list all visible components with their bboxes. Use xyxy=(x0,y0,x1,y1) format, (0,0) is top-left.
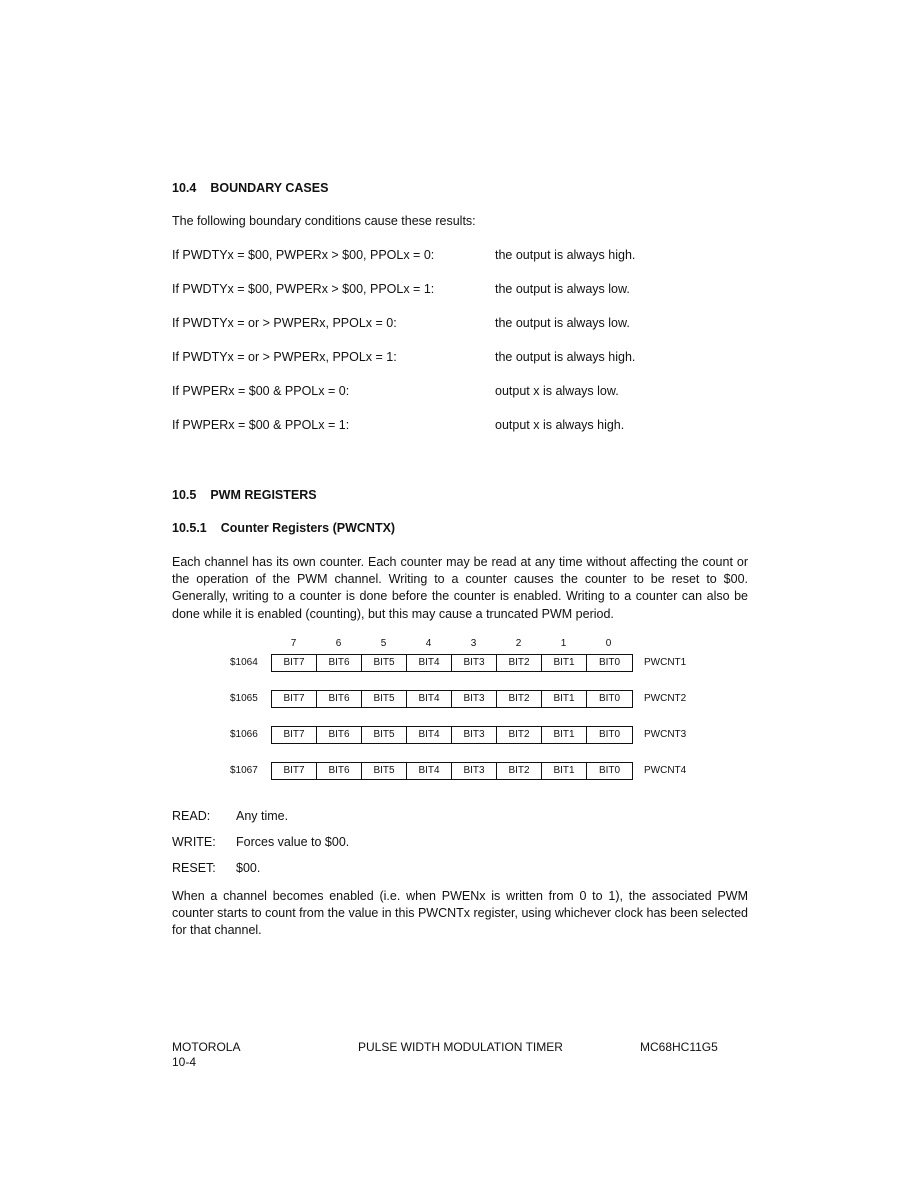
bit-cell: BIT3 xyxy=(452,727,497,743)
bit-cell: BIT5 xyxy=(362,727,407,743)
bit-cell: BIT2 xyxy=(497,727,542,743)
bit-cell: BIT7 xyxy=(272,727,317,743)
condition-result: the output is always high. xyxy=(495,350,636,364)
register-name: PWCNT1 xyxy=(644,657,687,668)
section-number: 10.5 xyxy=(172,488,197,502)
bit-number: 6 xyxy=(335,638,342,649)
footer-left: MOTOROLA xyxy=(172,1040,241,1054)
condition-result: the output is always high. xyxy=(495,248,636,262)
bit-number: 2 xyxy=(515,638,522,649)
bit-cell: BIT0 xyxy=(598,657,621,668)
bit-cell: BIT0 xyxy=(598,693,621,704)
bit-cell: BIT6 xyxy=(317,691,362,707)
condition-text: If PWPERx = $00 & PPOLx = 0: xyxy=(172,384,350,398)
condition-result: the output is always low. xyxy=(495,282,630,296)
section-number: 10.4 xyxy=(172,181,197,195)
condition-result: the output is always low. xyxy=(495,316,630,330)
bit-cell: BIT1 xyxy=(542,727,587,743)
bit-cell: BIT7 xyxy=(272,763,317,779)
bit-number: 7 xyxy=(290,638,297,649)
register-name: PWCNT2 xyxy=(644,693,687,704)
bit-cell: BIT4 xyxy=(407,763,452,779)
access-value-write: Forces value to $00. xyxy=(236,835,350,849)
bit-cell: BIT1 xyxy=(542,763,587,779)
register-name: PWCNT4 xyxy=(644,765,687,776)
section-number: 10.5.1 xyxy=(172,521,207,535)
condition-text: If PWDTYx = $00, PWPERx > $00, PPOLx = 0: xyxy=(172,248,435,262)
bit-number: 1 xyxy=(560,638,567,649)
bit-cell: BIT3 xyxy=(452,655,497,671)
register-name: PWCNT3 xyxy=(644,729,687,740)
bit-cell: BIT7 xyxy=(272,691,317,707)
bit-cell: BIT1 xyxy=(542,655,587,671)
bit-cell: BIT5 xyxy=(362,763,407,779)
register-bits xyxy=(271,690,633,708)
bit-cell: BIT4 xyxy=(407,727,452,743)
register-bits xyxy=(271,762,633,780)
section-title: Counter Registers (PWCNTX) xyxy=(220,521,396,535)
bit-cell: BIT4 xyxy=(407,655,452,671)
condition-text: If PWDTYx = or > PWPERx, PPOLx = 1: xyxy=(172,350,397,364)
bit-cell: BIT6 xyxy=(317,655,362,671)
footer-center: PULSE WIDTH MODULATION TIMER xyxy=(358,1040,563,1054)
footer-right: MC68HC11G5 xyxy=(640,1040,718,1054)
bit-cell: BIT3 xyxy=(452,763,497,779)
bit-number: 3 xyxy=(470,638,477,649)
section-10-5-heading xyxy=(172,488,317,502)
register-address: $1066 xyxy=(230,729,258,740)
section-title: PWM REGISTERS xyxy=(210,488,317,502)
access-value-read: Any time. xyxy=(236,809,289,823)
bit-number: 5 xyxy=(380,638,387,649)
register-address: $1067 xyxy=(230,765,258,776)
footer-page-number: 10-4 xyxy=(172,1055,197,1069)
bit-number-header xyxy=(271,638,632,652)
condition-result: output x is always high. xyxy=(495,418,625,432)
bit-cell: BIT6 xyxy=(317,727,362,743)
boundary-intro: The following boundary conditions cause these results: xyxy=(172,214,476,228)
register-bits xyxy=(271,726,633,744)
bit-cell: BIT1 xyxy=(542,691,587,707)
bit-number: 4 xyxy=(425,638,432,649)
section-title: BOUNDARY CASES xyxy=(210,181,329,195)
closing-paragraph: When a channel becomes enabled (i.e. when PWENx is written from 0 to 1), the associated PWM counter starts to count from the value in this PWCNTx register, using whichever clock has been selected for that channel. xyxy=(172,889,748,938)
bit-number: 0 xyxy=(605,638,612,649)
access-label-reset: RESET: xyxy=(172,861,216,875)
bit-cell: BIT4 xyxy=(407,691,452,707)
access-label-write: WRITE: xyxy=(172,835,216,849)
condition-result: output x is always low. xyxy=(495,384,619,398)
register-address: $1065 xyxy=(230,693,258,704)
bit-cell: BIT7 xyxy=(272,655,317,671)
section-10-5-1-heading xyxy=(172,521,395,535)
bit-cell: BIT3 xyxy=(452,691,497,707)
bit-cell: BIT0 xyxy=(598,765,621,776)
bit-cell: BIT6 xyxy=(317,763,362,779)
register-bits xyxy=(271,654,633,672)
bit-cell: BIT2 xyxy=(497,655,542,671)
access-value-reset: $00. xyxy=(236,861,261,875)
section-10-4-heading xyxy=(172,181,328,195)
condition-text: If PWDTYx = $00, PWPERx > $00, PPOLx = 1: xyxy=(172,282,435,296)
condition-text: If PWDTYx = or > PWPERx, PPOLx = 0: xyxy=(172,316,397,330)
bit-cell: BIT5 xyxy=(362,655,407,671)
bit-cell: BIT0 xyxy=(598,729,621,740)
bit-cell: BIT5 xyxy=(362,691,407,707)
counter-registers-paragraph: Each channel has its own counter. Each counter may be read at any time without affecting the count or the operation of the PWM channel. Writing to a counter causes the counter to be reset to $00. Generally, writing to a counter is done before the counter is enabled. Writing to a counter can also be done while it is enabled (counting), but this may cause a truncated PWM period. xyxy=(172,555,748,621)
bit-cell: BIT2 xyxy=(497,691,542,707)
bit-cell: BIT2 xyxy=(497,763,542,779)
condition-text: If PWPERx = $00 & PPOLx = 1: xyxy=(172,418,350,432)
register-address: $1064 xyxy=(230,657,258,668)
access-label-read: READ: xyxy=(172,809,211,823)
